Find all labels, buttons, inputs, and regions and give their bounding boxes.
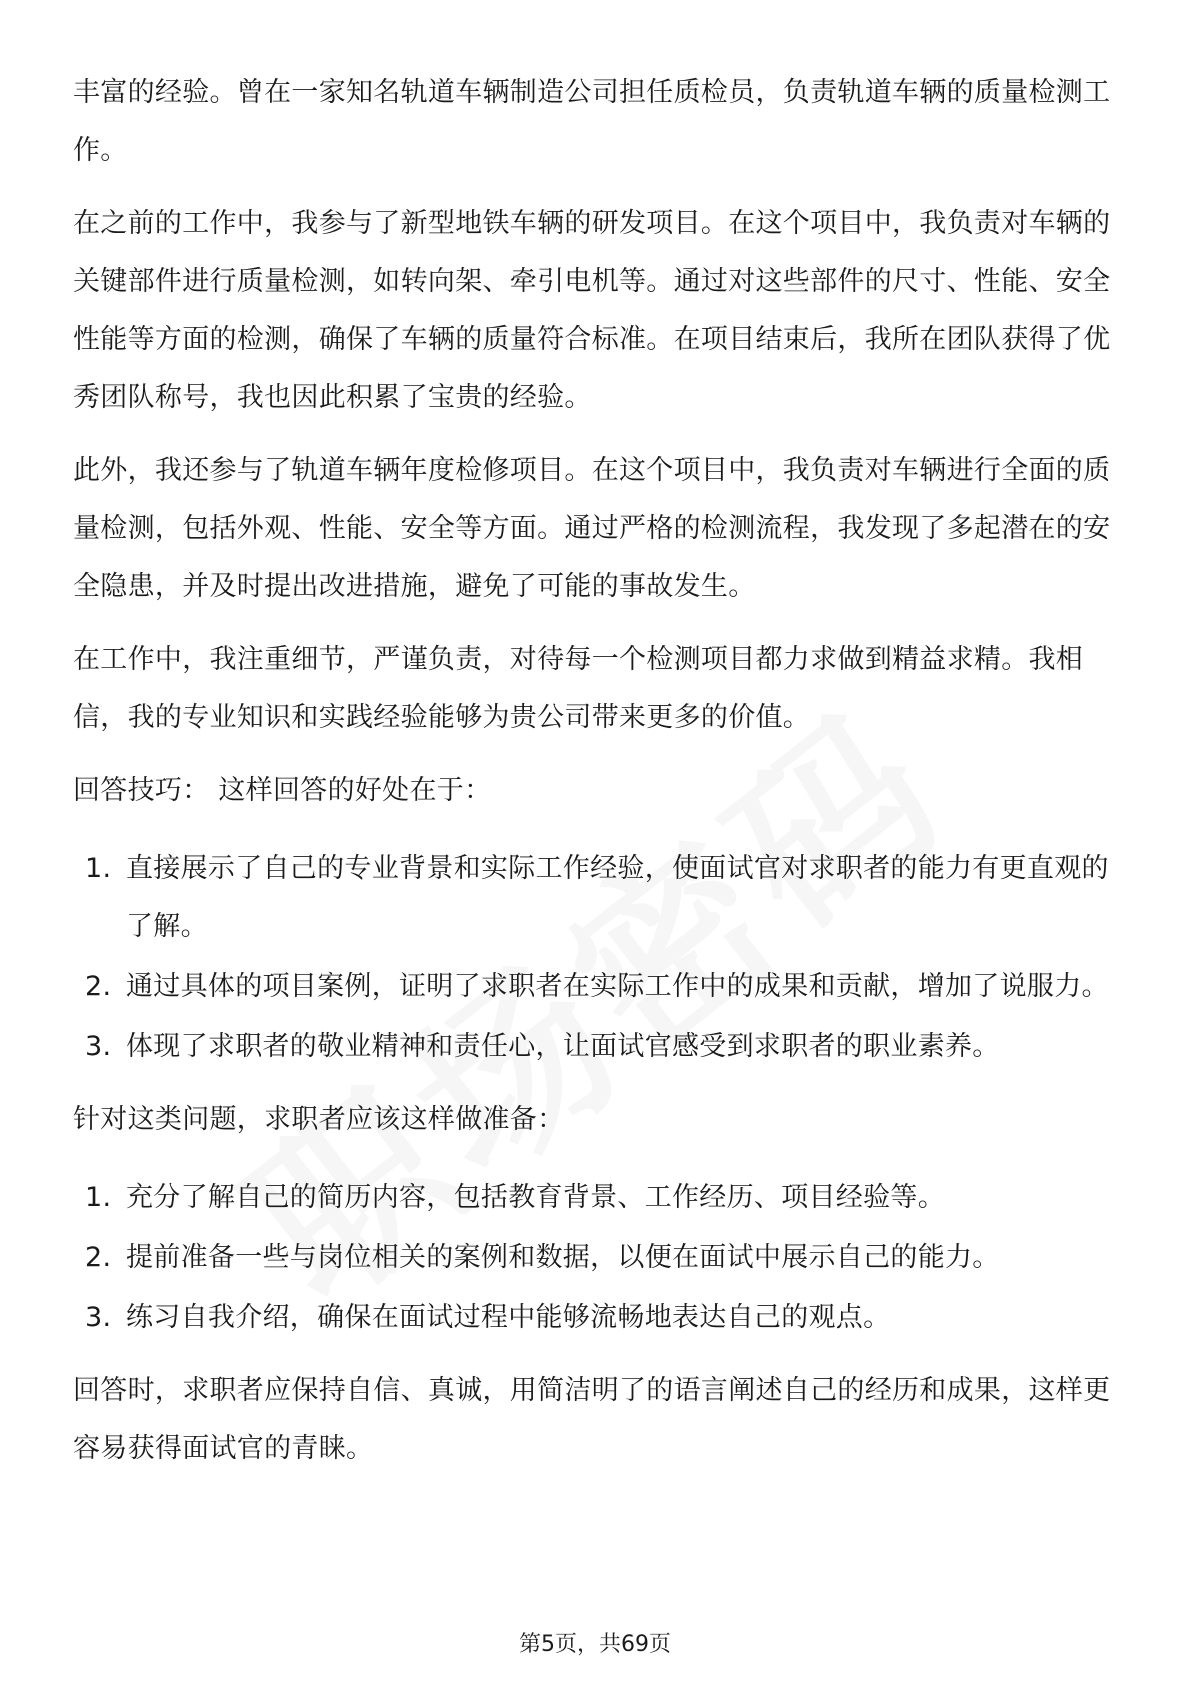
list-item	[73, 1289, 1118, 1347]
list-number: 1.	[85, 853, 112, 884]
paragraph: 在之前的工作中，我参与了新型地铁车辆的研发项目。在这个项目中，我负责对车辆的关键部件进行质量检测，如转向架、牵引电机等。通过对这些部件的尺寸、性能、安全性能等方面的检测，确保了车辆的质量符合标准。在项目结束后，我所在团队获得了优秀团队称号，我也因此积累了宝贵的经验。	[73, 208, 1111, 413]
list-text: 充分了解自己的简历内容，包括教育背景、工作经历、项目经验等。	[126, 1182, 945, 1213]
list-number: 1.	[85, 1182, 112, 1213]
paragraph: 丰富的经验。曾在一家知名轨道车辆制造公司担任质检员，负责轨道车辆的质量检测工作。	[73, 77, 1111, 166]
list-item	[73, 958, 1118, 1016]
list-text: 练习自我介绍，确保在面试过程中能够流畅地表达自己的观点。	[126, 1302, 891, 1333]
paragraph: 此外，我还参与了轨道车辆年度检修项目。在这个项目中，我负责对车辆进行全面的质量检测，包括外观、性能、安全等方面。通过严格的检测流程，我发现了多起潜在的安全隐患，并及时提出改进措施，避免了可能的事故发生。	[73, 455, 1111, 602]
list-item	[73, 1169, 1118, 1227]
document-body	[73, 64, 1118, 1478]
paragraph: 在工作中，我注重细节，严谨负责，对待每一个检测项目都力求做到精益求精。我相信，我的专业知识和实践经验能够为贵公司带来更多的价值。	[73, 644, 1084, 733]
list-number: 2.	[85, 1242, 112, 1273]
list-number: 3.	[85, 1302, 112, 1333]
list-text: 提前准备一些与岗位相关的案例和数据，以便在面试中展示自己的能力。	[126, 1242, 1000, 1273]
closing-paragraph: 回答时，求职者应保持自信、真诚，用简洁明了的语言阐述自己的经历和成果，这样更容易获得面试官的青睐。	[73, 1375, 1111, 1464]
list-item	[73, 1229, 1118, 1287]
benefits-list	[73, 840, 1118, 1076]
list-text: 体现了求职者的敬业精神和责任心，让面试官感受到求职者的职业素养。	[126, 1031, 1000, 1062]
preparations-list	[73, 1169, 1118, 1347]
list-text: 直接展示了自己的专业背景和实际工作经验，使面试官对求职者的能力有更直观的了解。	[126, 853, 1109, 942]
tips-heading: 回答技巧： 这样回答的好处在于：	[73, 775, 492, 806]
list-number: 3.	[85, 1031, 112, 1062]
list-item	[73, 840, 1118, 956]
list-number: 2.	[85, 971, 112, 1002]
list-text: 通过具体的项目案例，证明了求职者在实际工作中的成果和贡献，增加了说服力。	[126, 971, 1109, 1002]
page-footer: 第5页，共69页	[519, 1632, 671, 1657]
prep-heading: 针对这类问题，求职者应该这样做准备：	[73, 1104, 565, 1135]
list-item	[73, 1018, 1118, 1076]
